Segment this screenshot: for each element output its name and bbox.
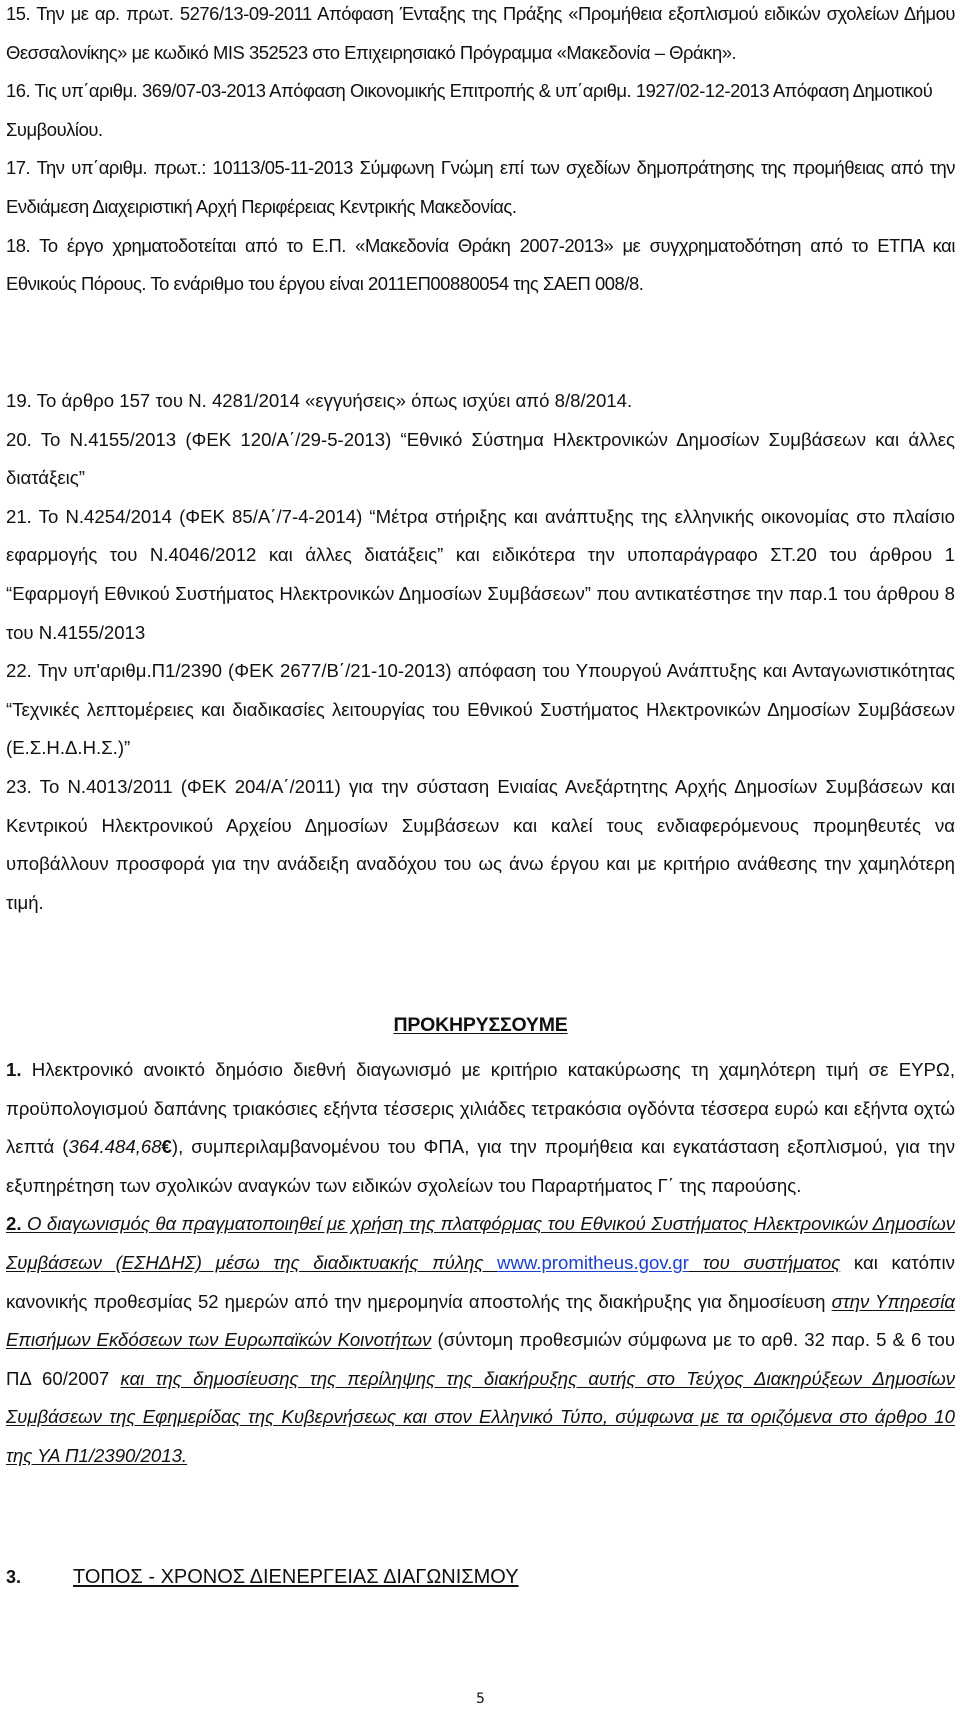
item-20: 20. Το Ν.4155/2013 (ΦΕΚ 120/Α΄/29-5-2013) “Εθνικό Σύστημα Ηλεκτρονικών Δημοσίων Συμβάσεων και άλλες διατάξεις” [6, 428, 955, 489]
paragraph-2-number: 2. [6, 1213, 22, 1235]
promitheus-link[interactable]: www.promitheus.gov.gr [497, 1251, 689, 1273]
proclamation-heading: ΠΡΟΚΗΡΥΣΣΟΥΜΕ [393, 1014, 568, 1036]
item-22: 22. Την υπ'αριθμ.Π1/2390 (ΦΕΚ 2677/Β΄/21-10-2013) απόφαση του Υπουργού Ανάπτυξης και Ανταγωνιστικότητας “Τεχνικές λεπτομέρειες και διαδικασίες λειτουργίας του Εθνικού Συστήματος Ηλεκτρονικών Δημοσίων Συμβάσεων (Ε.Σ.Η.Δ.Η.Σ.)” [6, 660, 955, 759]
item-19: 19. Το άρθρο 157 του Ν. 4281/2014 «εγγυήσεις» όπως ισχύει από 8/8/2014. [6, 390, 633, 411]
paragraph-1-text-a: Ηλεκτρονικό ανοικτό δημόσιο διεθνή διαγωνισμό με κριτήριο κατακύρωσης τη χαμηλότερη τιμή σε ΕΥΡΩ, προϋπολογισμού δαπάνης τριακόσιες εξήντα τέσσερις χιλιάδες τετρακόσια ογδόντα τέσσερα ευρώ και εξήντα οχτώ λεπτά ( [6, 1059, 955, 1158]
paragraph-2-italic-d: και της δημοσίευσης της περίληψης της διακήρυξης αυτής στο Τεύχος Διακηρύξεων Δημοσίων Συμβάσεων της Εφημερίδας της Κυβερνήσεως και στον Ελληνικό Τύπο, σύμφωνα με τα οριζόμενα στο άρθρο 10 της ΥΑ Π1/2390/2013. [6, 1367, 955, 1466]
section-3-title: ΤΟΠΟΣ - ΧΡΟΝΟΣ ΔΙΕΝΕΡΓΕΙΑΣ ΔΙΑΓΩΝΙΣΜΟΥ [73, 1566, 519, 1588]
item-18: 18. Το έργο χρηματοδοτείται από το Ε.Π. «Μακεδονία Θράκη 2007-2013» με συγχρηματοδότηση από το ΕΤΠΑ και Εθνικούς Πόρους. Το ενάριθμο του έργου είναι 2011ΕΠ00880054 της ΣΑΕΠ 008/8. [6, 234, 955, 295]
paragraph-2-italic-c: στην Υπηρεσία Επισήμων Εκδόσεων των Ευρωπαϊκών Κοινοτήτων [6, 1290, 955, 1351]
paragraph-2-plain-b: (σύντομη προθεσμιών σύμφωνα με το αρθ. 32 παρ. 5 & 6 του ΠΔ 60/2007 [6, 1329, 955, 1389]
section-3-number: 3. [6, 1567, 22, 1587]
proclamation-body [6, 1051, 955, 1476]
paragraph-1 [6, 1051, 955, 1205]
item-15: 15. Την με αρ. πρωτ. 5276/13-09-2011 Απόφαση Ένταξης της Πράξης «Προμήθεια εξοπλισμού ειδικών σχολείων Δήμου Θεσσαλονίκης» με κωδικό MIS 352523 στο Επιχειρησιακό Πρόγραμμα «Μακεδονία – Θράκη». [6, 3, 955, 63]
paragraph-2-italic-b: του συστήματος [688, 1251, 841, 1273]
item-23: 23. Το Ν.4013/2011 (ΦΕΚ 204/Α΄/2011) για την σύσταση Ενιαίας Ανεξάρτητης Αρχής Δημοσίων Συμβάσεων και Κεντρικού Ηλεκτρονικού Αρχείου Δημοσίων Συμβάσεων και καλεί τους ενδιαφερόμενους προμηθευτές να υποβάλλουν προσφορά για την ανάδειξη αναδόχου του ως άνω έργου και με κριτήριο ανάθεσης την χαμηλότερη τιμή. [6, 775, 955, 913]
paragraph-2-plain-a: και κατόπιν κανονικής προθεσμίας 52 ημερών από την ημερομηνία αποστολής της διακήρυξης για δημοσίευση [6, 1251, 955, 1312]
item-17: 17. Την υπ΄αριθμ. πρωτ.: 10113/05-11-2013 Σύμφωνη Γνώμη επί των σχεδίων δημοπράτησης της προμήθειας από την Ενδιάμεση Διαχειριστική Αρχή Περιφέρειας Κεντρικής Μακεδονίας. [6, 157, 955, 217]
paragraph-2 [6, 1205, 955, 1475]
considerations-list-condensed [6, 0, 955, 304]
section-3-heading [6, 1562, 955, 1592]
considerations-list [6, 382, 955, 922]
item-16: 16. Τις υπ΄αριθμ. 369/07-03-2013 Απόφαση Οικονομικής Επιτροπής & υπ΄αριθμ. 1927/02-12-2013 Απόφαση Δημοτικού Συμβουλίου. [6, 80, 933, 140]
euro-sign: € [161, 1136, 172, 1158]
page-number: 5 [476, 1691, 485, 1707]
budget-amount: 364.484,68 [68, 1136, 162, 1158]
paragraph-1-text-b: ), συμπεριλαμβανομένου του ΦΠΑ, για την προμήθεια και εγκατάσταση εξοπλισμού, για την εξυπηρέτηση των σχολικών αναγκών των ειδικών σχολείων του Παραρτήματος Γ΄ της παρούσης. [6, 1136, 955, 1196]
paragraph-1-number: 1. [6, 1059, 22, 1080]
item-21: 21. Το Ν.4254/2014 (ΦΕΚ 85/Α΄/7-4-2014) “Μέτρα στήριξης και ανάπτυξης της ελληνικής οικονομίας στο πλαίσιο εφαρμογής του Ν.4046/2012 και άλλες διατάξεις” και ειδικότερα την υποπαράγραφο ΣΤ.20 του άρθρου 1 “Εφαρμογή Εθνικού Συστήματος Ηλεκτρονικών Δημοσίων Συμβάσεων” που αντικατέστησε την παρ.1 του άρθρου 8 του Ν.4155/2013 [6, 505, 955, 643]
paragraph-2-italic-a: Ο διαγωνισμός θα πραγματοποιηθεί με χρήση της πλατφόρμας του Εθνικού Συστήματος Ηλεκτρονικών Δημοσίων Συμβάσεων (ΕΣΗΔΗΣ) μέσω της διαδικτυακής πύλης [6, 1213, 955, 1273]
